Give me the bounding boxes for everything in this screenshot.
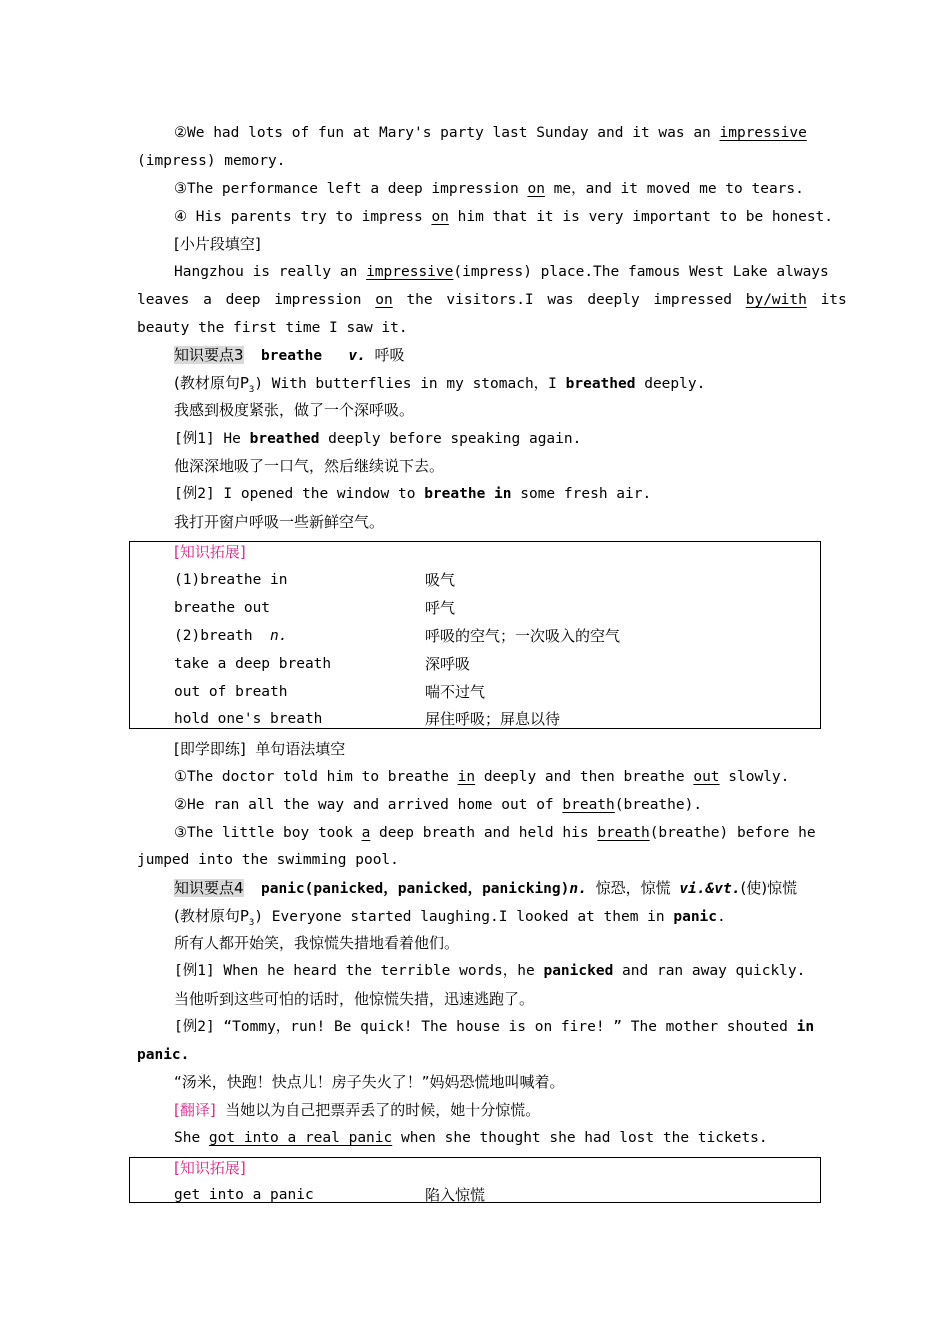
example-2-translation: 我打开窗户呼吸一些新鲜空气。: [174, 513, 385, 531]
source-sentence: (教材原句$P_3$) Everyone started laughing.I looked at them in panic.: [174, 907, 726, 928]
sentence-2-cont: (impress) memory.: [137, 153, 286, 169]
answer-blank: impressive: [366, 264, 454, 280]
source-translation: 我感到极度紧张，做了一个深呼吸。: [174, 401, 415, 419]
exercise-3: ③The little boy took a deep breath and held his breath(breathe) before he: [174, 825, 816, 841]
answer-blank: on: [375, 292, 393, 308]
answer-blank: on: [431, 209, 449, 225]
source-sentence: (教材原句$P_3$) With butterflies in my stomach，I breathed deeply.: [174, 374, 706, 395]
exercise-heading: [即学即练] 单句语法填空: [174, 740, 346, 758]
answer-blank: impressive: [719, 125, 807, 141]
key-word: panic(panicked，panicked，panicking): [261, 881, 570, 897]
example-2-cont: panic.: [137, 1047, 190, 1063]
key-word: breathe: [261, 348, 323, 364]
answer-blank: in: [457, 769, 476, 785]
exercise-2: ②He ran all the way and arrived home out of breath(breathe).: [174, 797, 703, 813]
sentence-4: ④ His parents try to impress on him that it is very important to be honest.: [174, 209, 834, 225]
answer-blank: breath: [597, 825, 650, 841]
knowledge-expansion-box: [129, 541, 821, 729]
example-2: [例2] I opened the window to breathe in some fresh air.: [174, 486, 652, 502]
example-1: [例1] When he heard the terrible words，he panicked and ran away quickly.: [174, 963, 806, 979]
example-1: [例1] He breathed deeply before speaking again.: [174, 431, 582, 447]
translation-answer: She got into a real panic when she thought she had lost the tickets.: [174, 1130, 768, 1146]
exercise-3-cont: jumped into the swimming pool.: [137, 852, 399, 868]
passage-line-2: leaves a deep impression on the visitors.I was deeply impressed by/with its: [137, 292, 847, 308]
expansion-row: get into a panic 陷入惊慌: [174, 1186, 486, 1204]
example-2: [例2] “Tommy，run! Be quick! The house is on fire! ” The mother shouted in: [174, 1019, 815, 1035]
example-2-translation: “汤米，快跑！快点儿！房子失火了！”妈妈恐慌地叫喊着。: [174, 1073, 565, 1091]
expansion-row: (2)breath n. 呼吸的空气；一次吸入的空气: [174, 627, 621, 645]
expansion-row: breathe out 呼气: [174, 599, 456, 617]
expansion-row: (1)breathe in 吸气: [174, 571, 456, 589]
exercise-1: ①The doctor told him to breathe in deeply and then breathe out slowly.: [174, 769, 790, 785]
knowledge-expansion-box-2: [129, 1157, 821, 1203]
key-point-tag: 知识要点3: [174, 346, 244, 364]
source-translation: 所有人都开始笑，我惊慌失措地看着他们。: [174, 934, 460, 952]
answer-blank: by/with: [745, 292, 807, 308]
key-point-3: 知识要点3 breathe v. 呼吸: [174, 346, 405, 364]
example-1-translation: 他深深地吸了一口气，然后继续说下去。: [174, 457, 445, 475]
answer-blank: a: [361, 825, 371, 841]
answer-blank: out: [693, 769, 720, 785]
sentence-2: ②We had lots of fun at Mary's party last Sunday and it was an impressive: [174, 125, 807, 141]
example-1-translation: 当他听到这些可怕的话时，他惊慌失措，迅速逃跑了。: [174, 990, 535, 1008]
sentence-3: ③The performance left a deep impression on me，and it moved me to tears.: [174, 181, 804, 197]
box-title: [知识拓展]: [174, 1159, 246, 1177]
section-heading: [小片段填空]: [174, 235, 261, 253]
key-point-tag: 知识要点4: [174, 879, 244, 897]
answer-blank: breath: [562, 797, 615, 813]
passage-line-1: Hangzhou is really an impressive(impress) place.The famous West Lake always: [174, 264, 829, 280]
expansion-row: hold one's breath 屏住呼吸；屏息以待: [174, 710, 561, 728]
box-title: [知识拓展]: [174, 543, 246, 561]
passage-line-3: beauty the first time I saw it.: [137, 320, 408, 336]
translation-task: [翻译] 当她以为自己把票弄丢了的时候，她十分惊慌。: [174, 1101, 541, 1119]
expansion-row: out of breath 喘不过气: [174, 683, 486, 701]
expansion-row: take a deep breath 深呼吸: [174, 655, 471, 673]
answer-blank: on: [527, 181, 545, 197]
answer-blank: got into a real panic: [208, 1130, 393, 1146]
key-point-4: 知识要点4 panic(panicked，panicked，panicking)n. 惊恐，惊慌 vi.&vt.(使)惊慌: [174, 879, 798, 897]
